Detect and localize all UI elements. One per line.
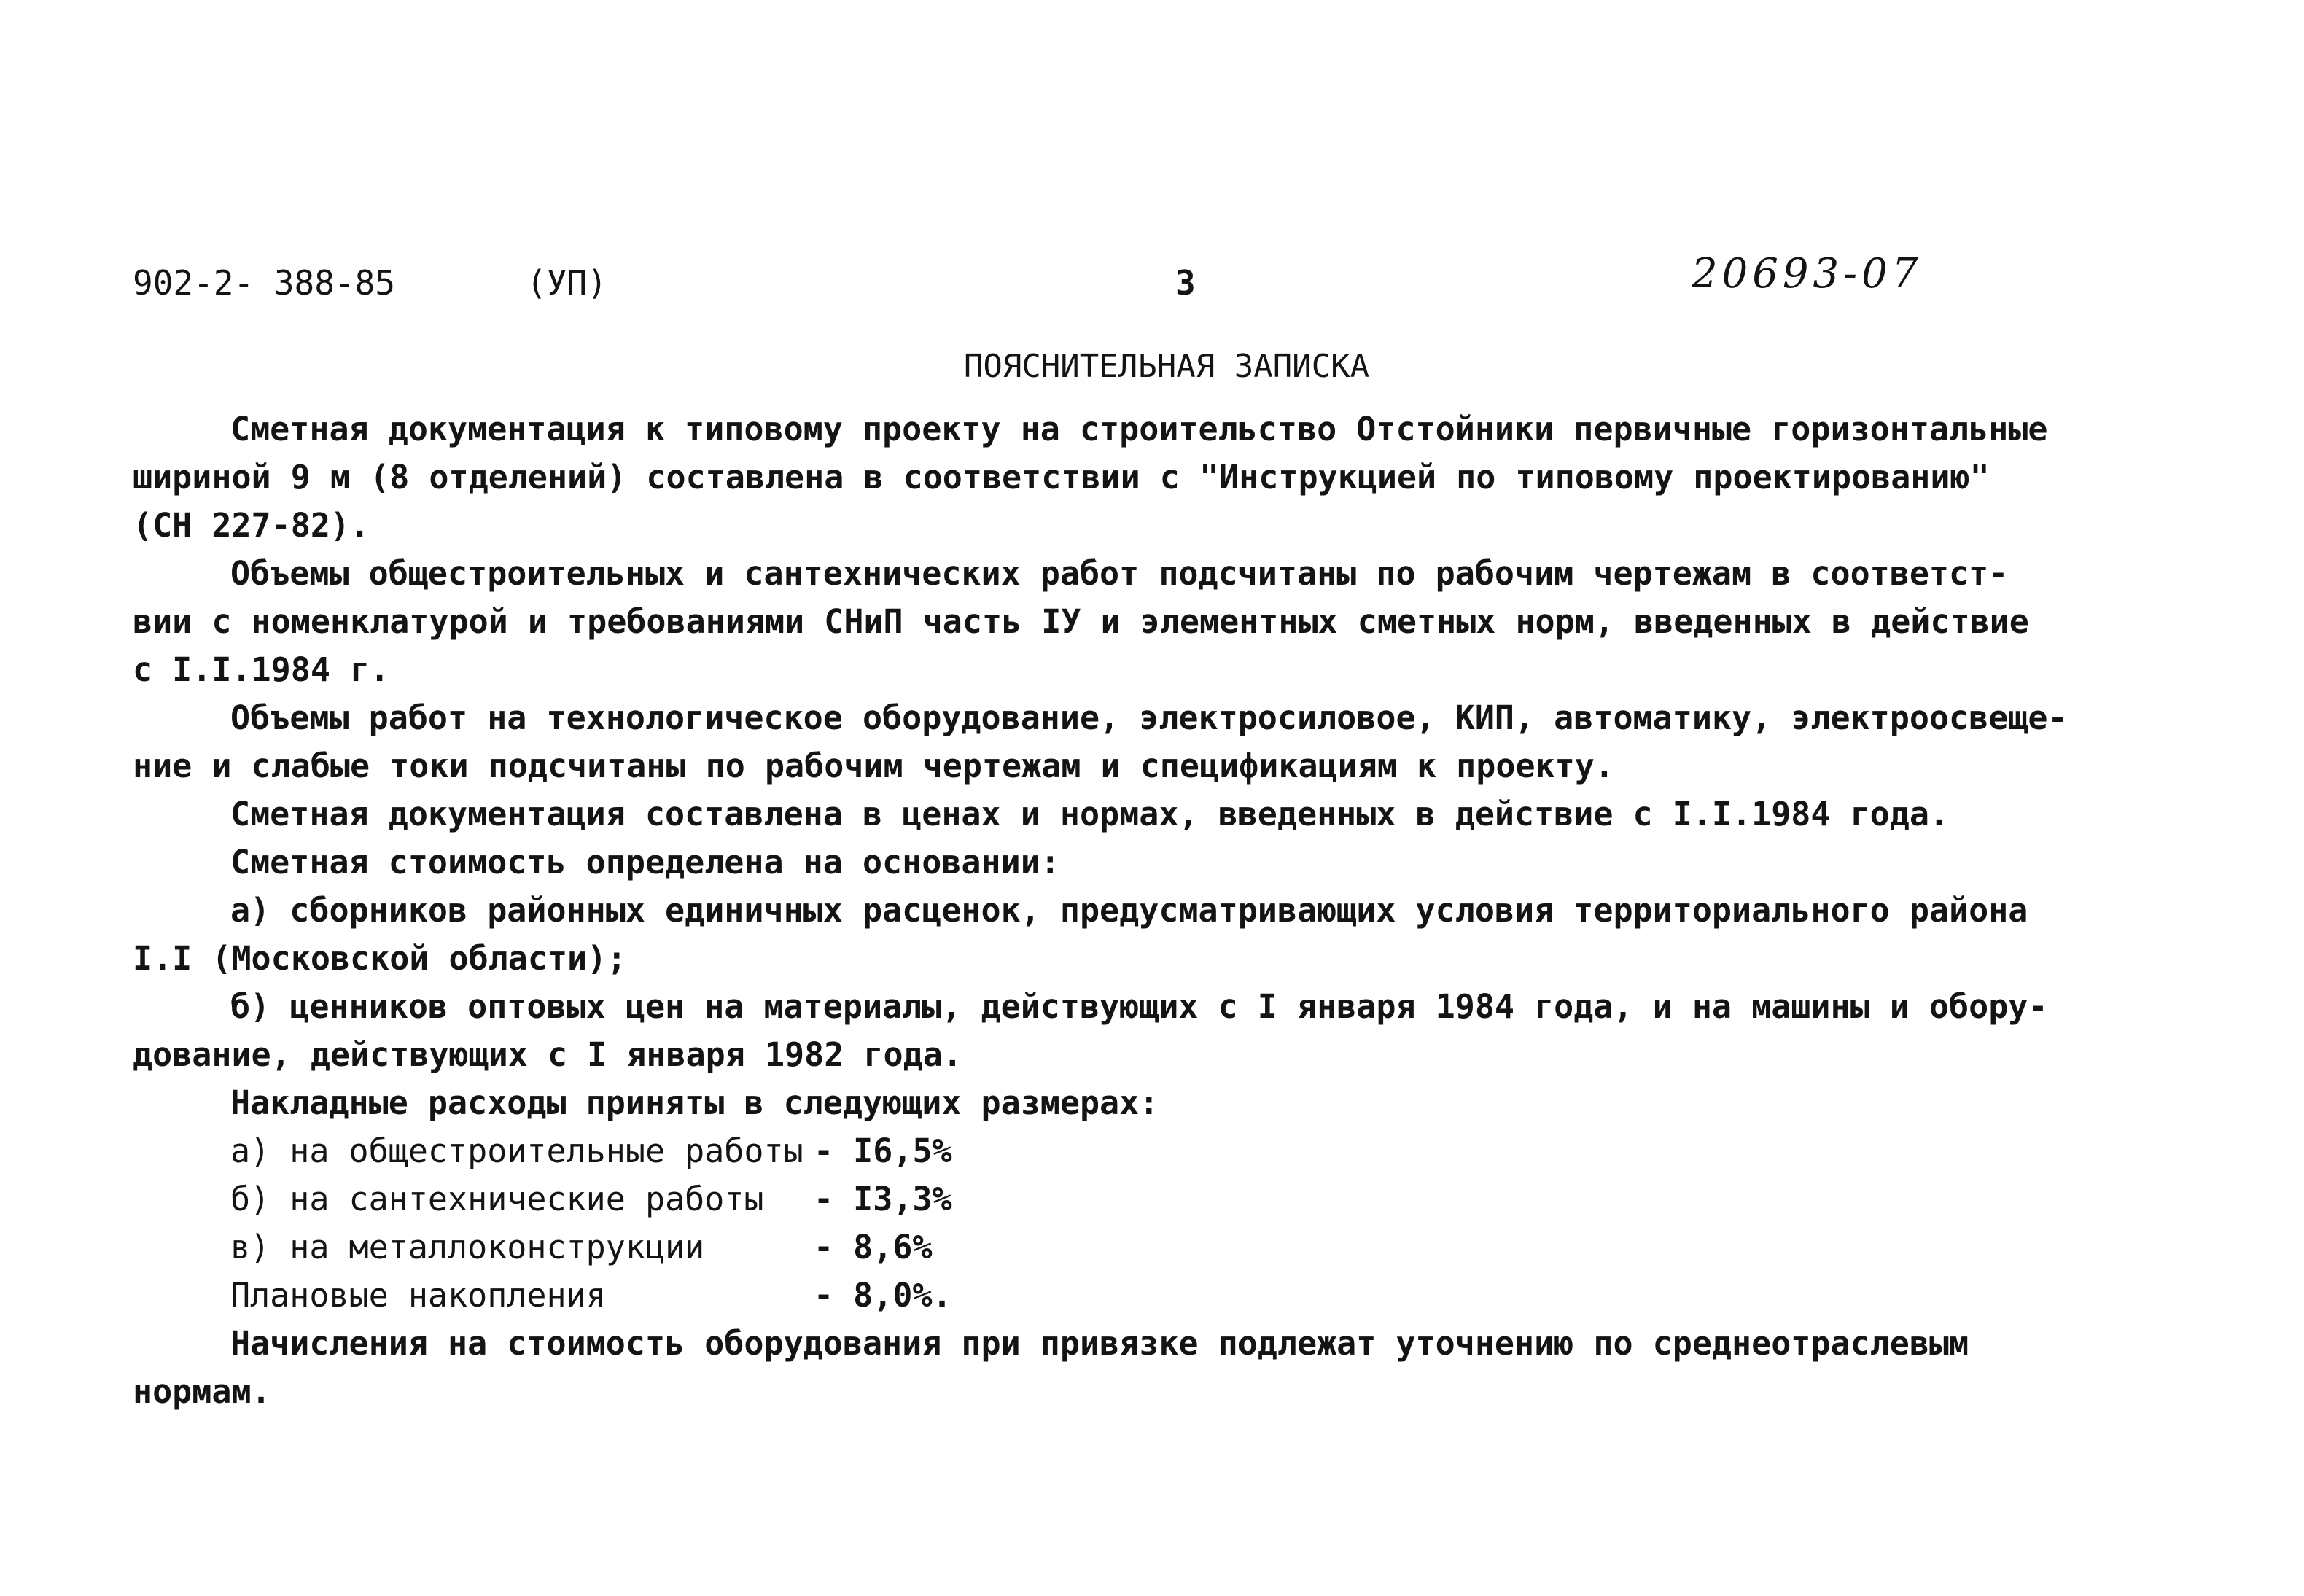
text-line: нормам. (133, 1372, 271, 1411)
rate-label: б) на сантехнические работы (230, 1180, 764, 1218)
page-title: ПОЯСНИТЕЛЬНАЯ ЗАПИСКА (963, 348, 1370, 385)
text-line: ние и слабые токи подсчитаны по рабочим чертежам и спецификациям к проекту. (133, 747, 1614, 785)
page-number: 3 (1175, 263, 1196, 303)
text-line: Накладные расходы приняты в следующих размерах: (230, 1083, 1159, 1122)
rate-value: - 8,6% (814, 1228, 933, 1266)
text-line: Сметная документация составлена в ценах и нормах, введенных в действие с I.I.1984 года. (230, 795, 1950, 833)
document-code: 902-2- 388-85 (133, 263, 396, 303)
rate-label: Плановые накопления (230, 1276, 606, 1315)
main-paragraphs (133, 405, 2068, 1127)
text-line: дование, действующих с I января 1982 года. (133, 1035, 962, 1074)
stamp-number: 20693-07 (1692, 250, 1923, 297)
text-line: (СН 227-82). (133, 506, 370, 545)
rate-row (133, 1175, 2058, 1223)
text-line: Сметная документация к типовому проекту на строительство Отстойники первичные горизонтальные (230, 410, 2048, 448)
rate-value: - 8,0%. (814, 1276, 952, 1315)
text-line: а) сборников районных единичных расценок, предусматривающих условия территориального района (230, 891, 2028, 930)
document-body (133, 405, 2068, 1416)
text-line: I.I (Московской области); (133, 939, 627, 978)
rate-value: - I3,3% (814, 1180, 952, 1218)
text-line: Объемы общестроительных и сантехнических работ подсчитаны по рабочим чертежам в соответст- (230, 554, 2009, 593)
text-line: с I.I.1984 г. (133, 650, 390, 689)
rate-row (133, 1127, 2058, 1175)
text-line: Объемы работ на технологическое оборудование, электросиловое, КИП, автоматику, электроосвеще- (230, 698, 2068, 737)
rate-value: - I6,5% (814, 1132, 952, 1170)
text-line: шириной 9 м (8 отделений) составлена в соответствии с "Инструкцией по типовому проектированию" (133, 458, 1990, 497)
document-subcode: (УП) (526, 263, 607, 303)
overhead-rates-list (133, 1127, 2058, 1320)
text-line: Сметная стоимость определена на основании: (230, 843, 1060, 881)
text-line: вии с номенклатурой и требованиями СНиП часть IУ и элементных сметных норм, введенных в действие (133, 602, 2029, 641)
rate-row (133, 1272, 2058, 1320)
rate-label: в) на металлоконструкции (230, 1228, 705, 1266)
text-line: б) ценников оптовых цен на материалы, действующих с I января 1984 года, и на машины и обору- (230, 987, 2048, 1026)
rate-label: а) на общестроительные работы (230, 1132, 803, 1170)
rate-row (133, 1223, 2058, 1272)
closing-paragraph (133, 1320, 2058, 1416)
text-line: Начисления на стоимость оборудования при привязке подлежат уточнению по среднеотраслевым (230, 1324, 1969, 1363)
